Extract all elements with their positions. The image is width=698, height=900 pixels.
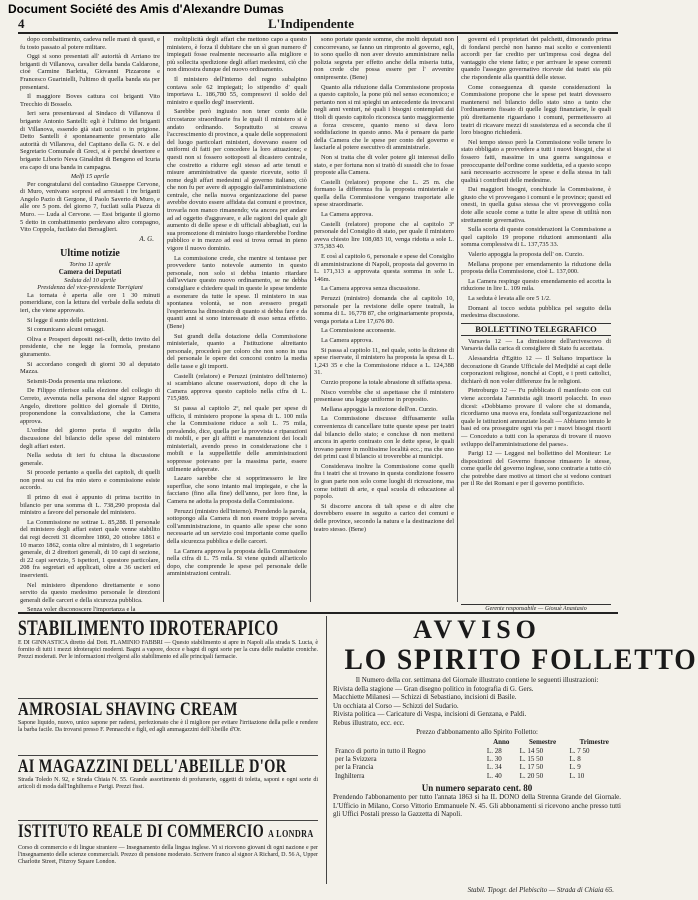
article-paragraph: La Commissione ne sottrae L. 85,288. Il personale del ministero degli affari esteri quale venne stabilito dai regi decreti 31 dicembre 1860, 20 ottobre 1861 e 10 marzo 1862, conta oltre al ministro, di 1 segretario generale, di 2 direttori generali, di 10 capi di sezione, di 22 capi servizio, 5 ispettori, 1 questore particolare, 208 fra segretari ed applicati, oltre a 36 uscieri ed inservienti. [20, 518, 160, 579]
single-copy-price: Un numero separato cent. 80 [421, 783, 533, 794]
article-paragraph: moltiplicità degli affari che mettono capo a questo ministero, è forza il dubitare che un sì gran numero d' impiegati fosse realmente necessario alla migliore e più sollecita spedizione degli affari medesimi, ciò che non dimostra dunque del nuovo ordinamento. [167, 36, 307, 74]
article-paragraph: Il primo di essi è appunto di prima iscritto in bilancio per una somma di L. 738,290 proposta dal ministro a favore del personale del ministero. [20, 494, 160, 517]
article-paragraph: Nisco vorrebbe che si aspettasse che il ministero presentasse una legge uniforme in proposito. [314, 388, 454, 404]
ads-rule [18, 612, 618, 614]
price-row [333, 763, 621, 771]
price-cell: per la Svizzera [335, 754, 377, 763]
gerente-line: Gerente responsabile — Giosuè Anastasio [461, 604, 611, 612]
price-row [333, 772, 621, 780]
price-row [333, 755, 621, 763]
article-paragraph: Nella seduta di ieri fu chiusa la discussione generale. [20, 452, 160, 467]
article-paragraph: Oliva e Prosperi depositi nei-celli, detto invito del presidente, che ne legge la formola, prestano giuramento. [20, 335, 160, 358]
price-cell: L. 7 50 [569, 746, 590, 755]
article-paragraph: Castelli (relatore) propone che al capitolo 3º personale del Consiglio di stato, per quale il ministero aveva chiesto lire 108,083 10, venga ridotta a sole L. 375,383 40. [314, 220, 454, 251]
article-paragraph: Dai maggiori bisogni, conchiude la Commissione, è giusto che vi provvegano i comuni e le province; questi ed onesti, in quella guisa stessa che vi provveggono colla dote alle scuole come a tutte le altre spese di utilità non strettamente governativa. [461, 186, 611, 224]
article-paragraph: La commissione crede, che mentre si tentasse per provvedere tanto notevole aumento in questo personale, non solo si debba intanto ritardare dall'avviare questo nuovo ordinamento, se ne debba consigliare e chiedere quali in queste le spese tendente a esonerare da tutte le spese. Il ministero in sua spontanea volontà, se non avessero pregati l'esperienza ha dimostrato di quanto si debba fare e da quanti anni si sono interessate di esso senza effetto. (Bene) [167, 254, 307, 330]
column-3 [314, 36, 454, 604]
price-cell: L. 8 [569, 754, 581, 763]
article-paragraph: Lazaro sarebbe che si sopprimessero le lire superflue, che sono intanto mal impiegate, e che la facciano (fino alla fine) dell'anno, per loro fine, la Camera ne adotta la proposta della Commissione. [167, 475, 307, 506]
article-paragraph: La seduta è levata alle ore 5 1/2. [468, 295, 551, 302]
article-paragraph: E così al capitolo 6, personale e spese del Consiglio di amministrazione di Napoli, proposta dal governo in L. 171,313 a approvata questa somma in sole L. 146m. [314, 253, 454, 283]
article-paragraph: Per congratularsi del contadino Giuseppe Cervone, di Muro, venivano sorpresi ed arrestati i tre briganti Angelo Pazio di Gergone, il Paolo Saverio di Muro, e alle ore 5 pom. del giorno 7, fucilati sulla Piazza di Muro. — Luda al Cervone. — Essi brigante il giorno 5 detto in combattimento perdevano altro compagno, Vito Coppola, fucilato dai Bersaglieri. [20, 180, 160, 234]
price-cell: L. 14 50 [519, 746, 544, 755]
price-table [333, 738, 621, 780]
ad-title-place: A LONDRA [267, 828, 314, 840]
article-paragraph: Considerava inoltre la Commissione come quelli fra i teatri che si trovano in questa condizione fossero lo gran parte non solo come luoghi di ricreazione, ma come istituti di arte, e qual scuola di educazione al popolo. [314, 462, 454, 501]
price-header-cell: Anno [493, 738, 510, 747]
ad-title-main: ISTITUTO REALE DI COMMERCIO [18, 821, 265, 842]
article-paragraph: Si discorre ancora di tali spese e di altre che dovrebbero essere in seguito a carico dei comuni e delle province, secondo la natura e la destinazione del teatro stesso. (Bene) [314, 502, 454, 533]
dateline: Torino 11 aprile [69, 261, 111, 269]
price-cell: Franco di porto in tutto il Regno [335, 746, 426, 755]
article-paragraph: Oggi si sono presentati all' autorità di Arriano tre briganti di Villanova, cavalier della banda Caldarone, cioè Carmine Barletta, Giovanni Pizzarone e Francesco Guarinielli, l'ultimo di quella banda sta per presentarsi. [20, 53, 160, 91]
column-divider [310, 36, 311, 602]
dateline: Melfi 15 aprile [70, 173, 110, 181]
telegraph-item: Varsavia 12 — La dimissione dell'arcivescovo di Varsavia dalla carica di consigliere di Stato fu accettata. [461, 337, 611, 353]
telegraph-item: Pietroburgo 12 — Fu pubblicato il manifesto con cui viene accordata l'amnistia agli insorti polacchi. In esso dicesi: «Dobbiamo provare il valore che si domanda, ricordiamo una nuova era, fondata sull'organizzazione nel quale le istituzioni annunziate locali — Abbiamo tenuto le basi ed ora proseguire ogni via per i nuovi bisogni risorti — Conceduto a tutti con la speranza di trovare il nuovo sviluppo dell'amministrazione del paese». [461, 387, 611, 448]
avviso-title: AVVISO [413, 615, 541, 644]
page-header [18, 16, 614, 32]
article-paragraph: L'ordine del giorno porta il seguito della discussione del bilancio delle spese del ministero degli affari esteri. [20, 427, 160, 450]
article-paragraph: sono portate queste somme, che molti deputati non concorrevano, se fanno un rimpronto al governo, egli, io sono quello di non aver dovuto amministrare nella polizia segreta per effetto anche della miseria tutta, non crede che possa essere per l' avvenire onnipresente. (Bene) [314, 36, 454, 81]
article-paragraph: dopo combattimento, cadeva nelle mani di questi, e fu tosto passato al potere militare. [20, 36, 160, 51]
article-paragraph: Si passa al capitolo 11, nel quale, sotto la dizione di spese riservate, il ministero ha proposta la spesa di L. 1,243 35 e che la Commissione riduce a L. 124,388 31. [314, 346, 454, 377]
session-heading: Seduta del 10 aprile [64, 276, 116, 284]
article-paragraph: Si procede pertanto a quella dei capitoli, di quelli non presi su cui fra mio stero e commissione esiste accordo. [20, 469, 160, 492]
avviso-line: Rivista della stagione — Gran disegno politico in fotografia di G. Gers. [333, 684, 534, 693]
article-paragraph: La Camera approva. [321, 211, 373, 219]
ad-text: Strada Toledo N. 92, e Strada Chiaia N. 55. Grande assortimento di profumerie, oggetti di toletta, saponi e ogni sorte di articoli di moda dall'Inghilterra e Parigi. Prezzi fissi. [18, 777, 318, 790]
price-header-cell: Trimestre [579, 738, 609, 747]
article-paragraph: Sarebbe però ingiusto non tener conto delle circostanze straordinarie fra le quali il ministero si è andato ordinando. Soprattutto si creava l'accrescimento di province, a quale delle soppressioni del luogo particolari ministeri, dovevano essere od uniformi di fatti per concedere la loro attuazione; e questi non si fossero sottoposti al dicastero centrale, che costretto a ridurre egli stesso ad arte tenuti e misure amministrative da queste ricevute, sotto il nome degli affari medesimi al governo italiano, ciò che non fu per avere di appoggio dall'amministrazione centrale, che nella nuova organizzazione del paese avrebbe dovuto essere affidata dai comuni e province, trovarla non manco rimanendo; via ancora per andare ad ad oggetto d'aggravare, e alle ragioni del quale gli aumento di delle spese e di ufficiali abbagliati, cui la sua promozione di ministro luogo ritarderebbe l'ordine pubblico e in mezzo ad essi si trova ormai in pieno vigore il nuovo dominio. [167, 108, 307, 253]
ad-title: AMROSIAL SHAVING CREAM [18, 699, 238, 720]
article-paragraph: La Camera respinge questo emendamento ed accetta la riduzione in lire L. 109 mila. [461, 277, 611, 293]
article-paragraph: Mellana appoggia la mozione dell'on. Curzio. [321, 405, 438, 413]
avviso-line: Un occhiata al Corso — Schizzi del Sudario. [333, 701, 459, 710]
section-title: Ultime notizie [60, 248, 120, 260]
article-paragraph: La Camera approva senza discussione. [321, 285, 420, 293]
article-paragraph: Seismit-Doda presenta una relazione. [27, 377, 123, 385]
article-paragraph: Peruzzi (ministro) domanda che al capitolo 10, personale per la revisione delle opere teatrali, la somma di L. 16,778 87, che originariamente proposta, venga portata a Lire 17,676 80. [314, 295, 454, 325]
article-paragraph: Si legge il sunto delle petizioni. [27, 316, 108, 324]
article-paragraph: La Camera approva la proposta della Commissione nella cifra di L. 75 mila. Si viene quindi all'articolo dopo, che comprende le spese pel personale delle amministrazioni centrali. [167, 547, 307, 578]
ad-title: AI MAGAZZINI DELL'ABEILLE D'OR [18, 756, 287, 777]
ad-idroterapico [18, 616, 318, 699]
article-paragraph: La Commissione acconsente. [321, 327, 396, 335]
article-paragraph: Senza voler disconoscere l'importanza e la [27, 606, 136, 614]
article-paragraph: Mellana propone per emendamento la riduzione della proposta della Commissione, cioè L. 137,000. [461, 260, 611, 276]
price-cell: L. 34 [486, 763, 502, 772]
column-2 [167, 36, 307, 604]
article-paragraph: Nel ministero dipendono direttamente e sono servito da questo medesimo personale le direzioni generali delle carceri e della sicurezza pubblica. [20, 581, 160, 604]
column-4 [461, 36, 611, 604]
article-paragraph: Valerio appoggia la proposta dell' on. Curzio. [468, 251, 584, 259]
avviso-spirito-folletto [326, 615, 698, 884]
column-divider [457, 36, 458, 602]
price-cell: L. 10 [569, 771, 585, 780]
avviso-line: Rebus illustrato, ecc. ecc. [333, 718, 405, 727]
price-header-row [333, 738, 621, 746]
article-paragraph: De Filippo riferisce sulla elezione del collegio di Cerreto, avvenuta nella persona del signor Rapponi Angelo, direttore politico del giornale il Diritto, proponendone la convalidazione, che la Camera approva. [20, 387, 160, 425]
article-paragraph: Non si tratta che di voler potere gli interessi dello stato, e per fortuna non si trattò di sussidi che io fosse proposte alla Camera. [314, 153, 454, 177]
price-cell: L. 20 50 [519, 771, 544, 780]
article-paragraph: Ieri sera presentavasi al Sindaco di Villanova il brigante Antonio Santelli: egli è l'ultimo dei briganti di Villanova, essendo già stati uccisi o in prigione. Detto Santelli è spontaneamente presentato alle autorità di Villanova, del Capitano della G. N. e del Segretario Comunale di Greci, si è perché desertore e brigante Liborio Neva Ginaldini di Bengeno ed Icuria era capo di una banda in campagna. [20, 110, 160, 171]
price-cell: L. 28 [486, 746, 502, 755]
ad-abeille-dor [18, 756, 318, 821]
article-paragraph: governi ed i proprietari dei palchetti, dimorando prima di fondarsi perchè non hanno mai scelto e convenienti accordi per far credito per un'impresa così degna del vantaggio che viene fatto; e per arrivare le spese correnti quando l'assegno governativo ricevute dai teatri sia più che rispondente alla quantità delle stesse. [461, 36, 611, 81]
price-intro: Prezzo d'abbonamento allo Spirito Folletto: [416, 727, 538, 736]
article-paragraph: Curzio propone la totale abrasione di siffatta spesa. [321, 378, 452, 386]
article-paragraph: Come conseguenza di queste considerazioni la Commissione propone che le spese pei teatri dovessero mantenersi nel bilancio dello stato sino a tanto che l'ordinamento fissato di quelle leggi finanziarie, le quali più direttamente riguardano i comuni, permettessero ai teatri di ricavare mezzi di sussistenza ed a seconda che il loro bisogno richiederà. [461, 83, 611, 137]
article-paragraph: Si accordano congedi di giorni 30 al deputato Mazza. [20, 360, 160, 376]
telegraph-title: BOLLETTINO TELEGRAFICO [461, 323, 611, 336]
telegraph-item: Alessandria d'Egitto 12 — Il Sultano impartisce la decorazione di Grande Ufficiale del Medjidié ai capi delle corporazioni religiose, nonché ai Copti, e i preti cattolici, dichiarò di non voler differenze fra le religioni. [461, 354, 611, 385]
price-cell: L. 15 50 [519, 754, 544, 763]
price-cell: L. 17 50 [519, 763, 544, 772]
chamber-heading: Camera dei Deputati [58, 268, 122, 277]
article-paragraph: La Camera approva. [321, 336, 373, 344]
page-number: 4 [18, 16, 25, 31]
ad-text: E DI GINNASTICA diretto dal Dott. FLAMINIO FABBRI — Questo stabilimento si apre in Napoli alla strada S. Lucia, è fornito di tutti i mezzi idroterapici moderni. Bagni a vapore, docce e bagni di ogni sorte per la cura delle malattie croniche. Prezzi moderati. Per le informazioni rivolgersi allo stabilimento ed alle principali farmacie. [18, 640, 318, 660]
price-cell: L. 9 [569, 763, 581, 772]
price-cell: Inghilterra [335, 771, 365, 780]
printer-imprint: Stabil. Tipogr. del Plebiscito — Strada di Chiaia 65. [467, 886, 614, 894]
ad-text: Corso di commercio e di lingue straniere — Insegnamento della lingua inglese. Vi si ricevono giovani di ogni nazione e per l'insegnamento delle scienze commerciali. Prezzo di pensione moderato. Scrivere franco al signor A Richard, D. 56 A, Upper Charlotte Street, Fitzroy Square London. [18, 845, 318, 865]
price-header-cell: Semestre [528, 738, 557, 747]
article-paragraph: Si comunicano alcuni omaggi. [27, 326, 105, 334]
article-paragraph: Sui grandi della dotazione della Commissione ministeriale, quanto a l'istituzione altrettanto personale, procederà per coloro che non sono in una del personale le opere dei concorsi contro la media delle tasse e gli importi. [167, 332, 307, 370]
article-paragraph: Quanto alla riduzione dalla Commissione proposta a questo capitolo, la pone più nel senso economico; e pertanto non si mi spieghi un antecedente da invocarsi negli anni venturi, né quali i bisogni contemplati dai titoli di questo capitolo riconosca tanto maggiormente a forza crescere, quanto meno si dava loro soddisfazione in questo anno. Ma è pensare da parte della Camera che le spese per conto del governo e lasciarle al potere esecutivo di amministrarle. [314, 83, 454, 152]
avviso-closing: Prendendo l'abbonamento per tutto l'annata 1863 si ha IL DONO della Strenna Grande del Giornale. L'Ufficio in Milano, Corso Vittorio Emmanuele N. 45. Gli abbonamenti si ricevono anche presso tutti gli Uffici Postali presso la Gazzetta di Napoli. [333, 793, 621, 819]
newspaper-title: L'Indipendente [268, 16, 354, 31]
ad-shaving-cream [18, 699, 318, 756]
ad-text: Sapone liquido, nuovo, unico sapone per radersi, perfezionato che è il migliore per evitare l'irritazione della pelle e rendere la barba facile. Da trovarsi presso F. Pennacchi e figli, ed agli ammagazzini dell'Abeille d'Or. [18, 720, 318, 733]
avviso-line: Macchiette Milanesi — Schizzi di Sebastiano, incisioni di Basile. [333, 693, 517, 702]
article-paragraph: Nel tempo stesso però la Commissione volle tenere lo stato obbligato a provvedere a tutti i nuovi bisogni, che si fossero fatti, massime in una guerra sanguinosa e preoccupante dell'ordine come suddetta, ed a questo scopo sarà necessario accrescere le spese e della stessa in tali qualità i contributi delle medesime. [461, 138, 611, 184]
price-cell: L. 30 [486, 754, 502, 763]
ad-title [18, 821, 314, 845]
avviso-name: LO SPIRITO FOLLETTO [344, 643, 698, 676]
header-rule [18, 32, 618, 34]
signature: A. G. [139, 234, 154, 243]
presidency-heading: Presidenza del vice-presidente Torrigiani [37, 284, 143, 292]
article-paragraph: Castelli (relatore) propone che L. 25 m. che formano la differenza fra la proposta ministeriale e quella della Commissione vengano trasportate alle spese straordinarie. [314, 178, 454, 209]
article-paragraph: Si passa al capitolo 2º, nel quale per spese di ufficio, il ministero propone la spesa di L. 100 mila che la Commissione riduce a soli L. 75 mila, prevalendo, dice, quella per la provvista e riparazioni di mobili, e per gli affitti e manutenzioni dei locali ministeriali, avendo preso in considerazione che i mobili e la suppellettile delle amministrazioni soppresse potevano per la massima parte, essere utilmente adoperate. [167, 404, 307, 473]
price-cell: per la Francia [335, 763, 374, 772]
watermark: Document Société des Amis d'Alexandre Dumas [8, 2, 284, 16]
avviso-line: Rivista politica — Caricature di Vespa, incisioni di Genzana, e Paldi. [333, 710, 527, 719]
ad-title: STABILIMENTO IDROTERAPICO [18, 615, 279, 640]
article-paragraph: Sulla scorta di queste considerazioni la Commissione a quel capitolo 19 propone riduzioni ammontanti alla somma complessiva di L. 137,735 33. [461, 226, 611, 249]
article-paragraph: Peruzzi (ministro dell'interno). Prendendo la parola, sottopongo alla Camera di non essere troppo severa coll'amministrazione, in quanto alle spese che sono necessarie ad un servizio così importante come quello della sicurezza pubblica e delle carceri. [167, 507, 307, 545]
article-paragraph: Il ministero dell'interno del regno subalpino contava sole 62 impiegati; lo stipendio d' quali importava L. 186,780 55, compresovi il soldo del ministro e quello degl' inservienti. [167, 75, 307, 106]
column-divider [163, 36, 164, 602]
article-paragraph: Domani al tocco seduta pubblica pel seguito della medesima discussione. [461, 304, 611, 320]
telegraph-item: Parigi 12 — Leggesi nel bollettino del Moniteur: Le disposizioni del Governo francese rimasero le stesse, come quelle del governo inglese, sono contrarie a tutto ciò che potrebbe dare motivo ai timori che si vedono contrari per il Re dei Romani e per il governo pontificio. [461, 450, 611, 488]
article-paragraph: La Commissione discusse diffusamente sulla convenienza di cancellare tutte queste spese per teatri dal bilancio dello stato; e concluse di non mettersi ancora in aperto contrasto con le dette spese, le quali trovano parere in moltissime località ecc.; ma che uno dei primi casi il bilancio si troverebbe ai municipi. [314, 415, 454, 461]
price-row [333, 747, 621, 755]
article-paragraph: Il maggiore Boves cattura coi briganti Vito Trecchio di Bosselo. [20, 93, 160, 108]
article-paragraph: Castelli (relatore) e Peruzzi (ministro dell'interno) si scambiano alcune osservazioni, dopo di che la Camera approva questo capitolo nella cifra di L. 715,989. [167, 372, 307, 403]
price-cell: L. 40 [486, 771, 502, 780]
column-1 [20, 36, 160, 614]
price-header-cell [333, 738, 485, 746]
article-paragraph: La tornata è aperta alle ore 1 30 minuti pomeridiane, con la lettura del verbale della seduta di ieri, che viene approvato. [20, 291, 160, 314]
avviso-intro: Il Numero della cor. settimana del Giornale illustrato contiene le seguenti illustrazioni: [355, 676, 599, 684]
ad-istituto-commercio [18, 821, 318, 885]
